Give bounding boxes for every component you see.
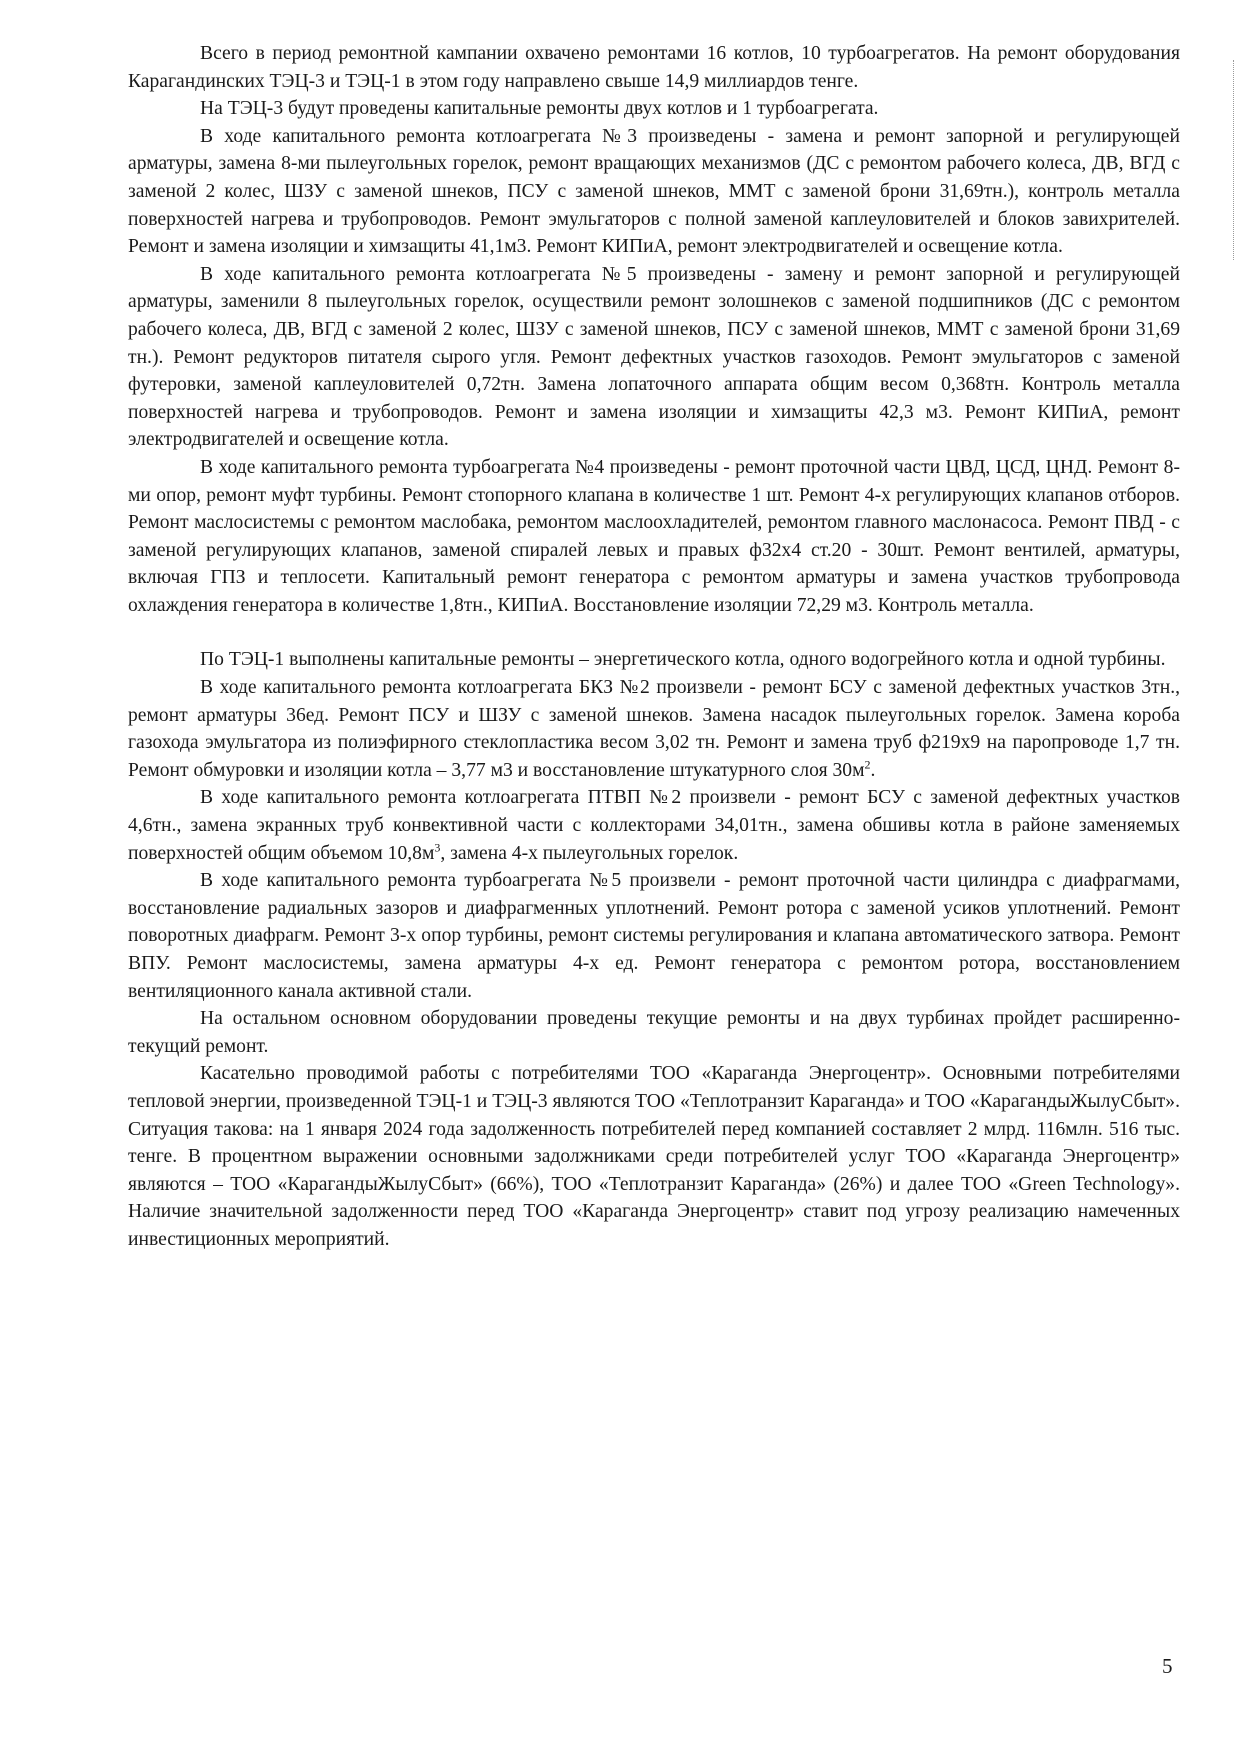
paragraph-turbine-5-repair: В ходе капитального ремонта турбоагрегата №5 произвели - ремонт проточной части цилиндра с диафрагмами, восстановление радиальных зазоров и диафрагменных уплотнений. Ремонт ротора с заменой усиков уплотнений. Ремонт поворотных диафрагм. Ремонт 3-х опор турбины, ремонт системы регулирования и клапана автоматического затвора. Ремонт ВПУ. Ремонт маслосистемы, замена арматуры 4-х ед. Ремонт генератора с ремонтом ротора, восстановлением вентиляционного канала активной стали. — [128, 870, 1180, 1002]
document-page — [128, 40, 1180, 1254]
paragraph-bkz-2-tail: . — [870, 759, 876, 781]
paragraph-boiler-3-repair: В ходе капитального ремонта котлоагрегата №3 произведены - замена и ремонт запорной и регулирующей арматуры, замена 8-ми пылеугольных горелок, ремонт вращающих механизмов (ДС с ремонтом рабочего колеса, ДВ, ВГД с заменой 2 колес, ШЗУ с заменой шнеков, ПСУ с заменой шнеков, ММТ с заменой брони 31,69тн.), контроль металла поверхностей нагрева и трубопроводов. Ремонт эмульгаторов с полной заменой каплеуловителей и блоков завихрителей. Ремонт и замена изоляции и химзащиты 41,1м3. Ремонт КИПиА, ремонт электродвигателей и освещение котла. — [128, 125, 1180, 258]
paragraph-repair-campaign-summary: Всего в период ремонтной кампании охвачено ремонтами 16 котлов, 10 турбоагрегатов. На ремонт оборудования Карагандинских ТЭЦ-3 и ТЭЦ-1 в этом году направлено свыше 14,9 миллиардов тенге. — [128, 43, 1180, 92]
superscript-cubic: 3 — [434, 840, 441, 855]
paragraph-other-equipment: На остальном основном оборудовании проведены текущие ремонты и на двух турбинах пройдет расширенно-текущий ремонт. — [128, 1008, 1180, 1057]
paragraph-consumer-debt: Касательно проводимой работы с потребителями ТОО «Караганда Энергоцентр». Основными потребителями тепловой энергии, произведенной ТЭЦ-1 и ТЭЦ-3 являются ТОО «Теплотранзит Караганда» и ТОО «КарагандыЖылуСбыт». Ситуация такова: на 1 января 2024 года задолженность потребителей перед компанией составляет 2 млрд. 116млн. 516 тыс. тенге. В процентном выражении основными задолжниками среди потребителей услуг ТОО «Караганда Энергоцентр» являются – ТОО «КарагандыЖылуСбыт» (66%), ТОО «Теплотранзит Караганда» (26%) и далее ТОО «Green Technology». Наличие значительной задолженности перед ТОО «Караганда Энергоцентр» ставит под угрозу реализацию намеченных инвестиционных мероприятий. — [128, 1063, 1180, 1250]
paragraph-boiler-5-repair: В ходе капитального ремонта котлоагрегата №5 произведены - замену и ремонт запорной и регулирующей арматуры, заменили 8 пылеугольных горелок, осуществили ремонт золошнеков с заменой подшипников (ДС с ремонтом рабочего колеса, ДВ, ВГД с заменой 2 колес, ШЗУ с заменой шнеков, ПСУ с заменой шнеков, ММТ с заменой брони 31,69 тн.). Ремонт редукторов питателя сырого угля. Ремонт дефектных участков газоходов. Ремонт эмульгаторов с заменой футеровки, заменой каплеуловителей 0,72тн. Замена лопаточного аппарата общим весом 0,368тн. Контроль металла поверхностей нагрева и трубопроводов. Ремонт и замена изоляции и химзащиты 42,3 м3. Ремонт КИПиА, ремонт электродвигателей и освещение котла. — [128, 263, 1180, 451]
paragraph-bkz-2-text: В ходе капитального ремонта котлоагрегата БКЗ №2 произвели - ремонт БСУ с заменой дефектных участков 3тн., ремонт арматуры 36ед. Ремонт ПСУ и ШЗУ с заменой шнеков. Замена насадок пылеугольных горелок. Замена короба газохода эмульгатора из полиэфирного стеклопластика весом 3,02 тн. Ремонт и замена труб ф219х9 на паропроводе 1,7 тн. Ремонт обмуровки и изоляции котла – 3,77 м3 и восстановление штукатурного слоя 30м — [128, 677, 1180, 781]
paragraph-tec3-plan: На ТЭЦ-3 будут проведены капитальные ремонты двух котлов и 1 турбоагрегата. — [200, 98, 879, 120]
paragraph-ptvp-2-repair — [128, 784, 1180, 867]
paragraph-ptvp-2-tail: , замена 4-х пылеугольных горелок. — [440, 842, 739, 864]
paragraph-turbine-4-repair: В ходе капитального ремонта турбоагрегата №4 произведены - ремонт проточной части ЦВД, ЦСД, ЦНД. Ремонт 8-ми опор, ремонт муфт турбины. Ремонт стопорного клапана в количестве 1 шт. Ремонт 4-х регулирующих клапанов отборов. Ремонт маслосистемы с ремонтом маслобака, ремонтом маслоохладителей, ремонтом главного маслонасоса. Ремонт ПВД - с заменой регулирующих клапанов, заменой спиралей левых и правых ф32х4 ст.20 - 30шт. Ремонт вентилей, арматуры, включая ГПЗ и теплосети. Капитальный ремонт генератора с ремонтом арматуры и замена участков трубопровода охлаждения генератора в количестве 1,8тн., КИПиА. Восстановление изоляции 72,29 м3. Контроль металла. — [128, 456, 1180, 616]
page-number: 5 — [1162, 1654, 1173, 1678]
superscript-square: 2 — [864, 757, 871, 772]
paragraph-tec1-summary: По ТЭЦ-1 выполнены капитальные ремонты – энергетического котла, одного водогрейного котла и одной турбины. — [200, 649, 1166, 671]
paragraph-ptvp-2-text: В ходе капитального ремонта котлоагрегата ПТВП №2 произвели - ремонт БСУ с заменой дефектных участков 4,6тн., замена экранных труб конвективной части с коллекторами 34,01тн., замена обшивы котла в районе заменяемых поверхностей общим объемом 10,8м — [128, 787, 1180, 864]
paragraph-bkz-2-repair — [128, 674, 1180, 784]
scan-edge-mark — [1232, 60, 1234, 260]
